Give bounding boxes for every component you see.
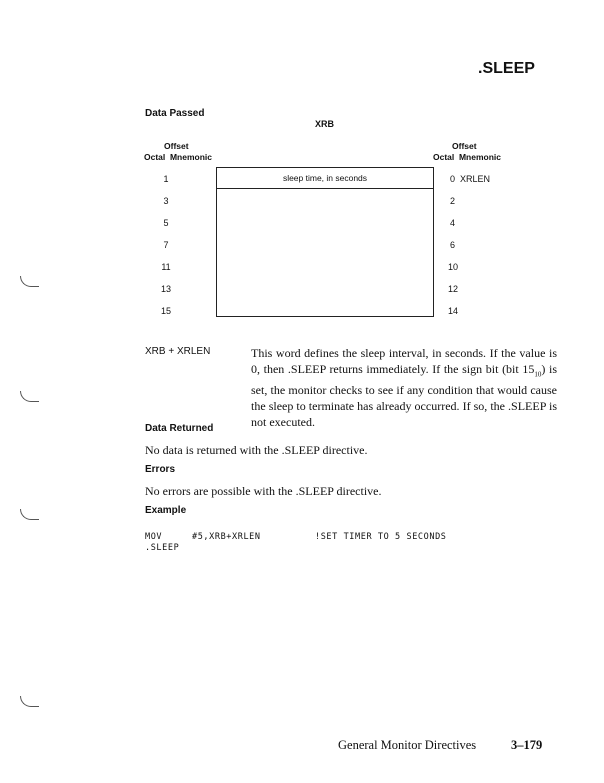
description-text xyxy=(251,345,557,430)
description-term: XRB + XRLEN xyxy=(145,346,211,357)
page-title: .SLEEP xyxy=(478,60,535,77)
code-op: .SLEEP xyxy=(145,543,180,553)
right-offset: 10 xyxy=(448,262,459,272)
data-returned-text: No data is returned with the .SLEEP directive. xyxy=(145,443,368,457)
left-mnemonic-header: Octal Mnemonic xyxy=(144,152,213,162)
right-mnemonic-header: Octal Mnemonic xyxy=(433,152,502,162)
left-offset: 5 xyxy=(163,218,169,228)
code-arg: #5,XRB+XRLEN xyxy=(192,532,261,542)
right-mnemonic: XRLEN xyxy=(460,174,491,184)
xrb-word-0: sleep time, in seconds xyxy=(217,168,433,189)
right-offset: 2 xyxy=(450,196,456,206)
left-offset: 11 xyxy=(161,262,171,272)
right-offset: 14 xyxy=(448,306,459,316)
left-offset-header: Offset xyxy=(164,141,189,151)
page-number: 3–179 xyxy=(511,738,543,752)
right-offset: 6 xyxy=(450,240,456,250)
left-offset: 7 xyxy=(163,240,169,250)
scan-mark xyxy=(20,696,39,707)
subscript: 10 xyxy=(534,370,542,379)
footer-section: General Monitor Directives xyxy=(338,738,477,752)
left-offset: 15 xyxy=(160,306,171,316)
left-offset: 1 xyxy=(163,174,169,184)
right-offset: 12 xyxy=(448,284,459,294)
data-passed-heading: Data Passed xyxy=(145,108,205,119)
scan-mark xyxy=(20,391,39,402)
code-op: MOV xyxy=(145,532,163,542)
code-comment: !SET TIMER TO 5 SECONDS xyxy=(315,532,447,542)
description-text-a: This word defines the sleep interval, in seconds. If the value is 0, then .SLEEP returns immediately. If the sign bit (bit 15 xyxy=(251,346,557,376)
right-offset: 0 xyxy=(450,174,456,184)
xrb-block-diagram xyxy=(216,167,434,317)
errors-text: No errors are possible with the .SLEEP directive. xyxy=(145,484,382,498)
description-text-b: ) is set, the monitor checks to see if any condition that would cause the sleep to terminate has already occurred. If so, the .SLEEP is not executed. xyxy=(251,362,557,430)
scan-mark xyxy=(20,509,39,520)
example-heading: Example xyxy=(145,505,187,516)
right-offset: 4 xyxy=(450,218,456,228)
scan-mark xyxy=(20,276,39,287)
left-offset: 13 xyxy=(160,284,171,294)
right-offset-header: Offset xyxy=(452,141,477,151)
block-label: XRB xyxy=(315,119,335,129)
errors-heading: Errors xyxy=(145,464,176,475)
left-offset: 3 xyxy=(163,196,169,206)
data-returned-heading: Data Returned xyxy=(145,423,214,434)
